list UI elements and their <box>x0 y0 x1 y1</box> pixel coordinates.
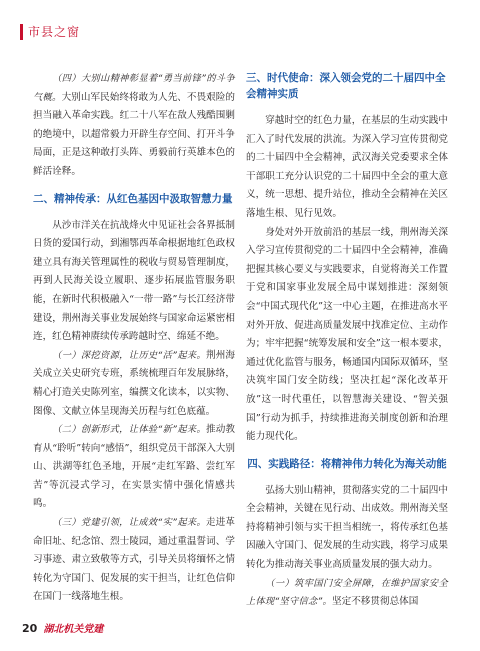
page-footer <box>22 620 103 635</box>
page-number: 20 <box>22 622 38 635</box>
paragraph-text: 穿越时空的红色力量，在基层的生动实践中汇入了时代发展的洪流。为深入学习宣传贯彻党的二十届四中全会精神，武汉海关党委要求全体干部职工充分认识党的二十届四中全会的重大意义，统一思想、提升站位，推动全会精神在关区落地生根、见行见效。 <box>246 115 448 219</box>
body-paragraph <box>33 217 235 347</box>
body-paragraph <box>246 575 448 612</box>
right-column <box>246 70 448 612</box>
section-heading: 四、实践路径：将精神伟力转化为海关动能 <box>247 457 447 470</box>
paragraph-text: 身处对外开放前沿的基层一线，荆州海关深入学习宣传贯彻党的二十届四中全会精神，准确把握其核心要义与实践要求，自觉将海关工作置于党和国家事业发展全局中谋划推进：深刻领会“中国式现代化”这一中心主题，在推进高水平对外开放、促进高质量发展中找准定位、主动作为；牢牢把握“统筹发展和安全”这一根本要求，通过优化监管与服务，畅通国内国际双循环，坚决筑牢国门安全防线；坚决扛起“深化改革开放”这一时代重任，以智慧海关建设、“智关强国”行动为抓手，持续推进海关制度创新和治理能力现代化。 <box>246 226 448 443</box>
body-paragraph <box>33 70 235 182</box>
paragraph-text: 走进革命旧址、纪念馆、烈士陵园，通过重温誓词、学习事迹、肃立致敬等方式，引导关员将缅怀之情转化为守国门、促发展的实干担当，让红色信仰在国门一线落地生根。 <box>33 517 235 603</box>
paragraph-text: 坚定不移贯彻总体国 <box>332 596 419 608</box>
paragraph-lead: （四）大别山精神彰显着“勇当前锋”的斗争气概。 <box>33 73 235 103</box>
left-column <box>33 70 235 607</box>
body-paragraph <box>246 112 448 224</box>
paragraph-text: 弘扬大别山精神，贯彻落实党的二十届四中全会精神，关键在见行动、出成效。荆州海关坚持将精神引领与实干担当相统一，将传承红色基因融入守国门、促发展的生动实践，将学习成果转化为推动海关事业高质量发展的强大动力。 <box>246 484 448 571</box>
section-marker <box>20 24 23 40</box>
section-title: 市县之窗 <box>28 25 81 39</box>
paragraph-lead: （一）深挖资源，让历史“活”起来。 <box>52 349 207 361</box>
body-paragraph <box>33 347 235 421</box>
publication-name: 湖北机关党建 <box>43 624 104 635</box>
paragraph-text: 大别山军民始终将敢为人先、不畏艰险的担当融入革命实践。红二十八军在敌人残酷围剿的绝境中，以超常毅力开辟生存空间、打开斗争局面，正是这种敢打头阵、勇毅前行英雄本色的鲜活诠释。 <box>33 91 235 177</box>
section-heading: 三、时代使命：深入领会党的二十届四中全会精神实质 <box>246 72 446 100</box>
paragraph-text: 从沙市洋关在抗战烽火中见证社会各界抵制日货的爱国行动，到湘鄂西革命根据地红色政权建立具有海关管理属性的税收与贸易管理制度，再到人民海关设立履职、逐步拓展监管服务职能，在新时代积极融入“一带一路”与长江经济带建设，荆州海关事业发展始终与国家命运紧密相连，红色精神赓续传承跨越时空、绵延不绝。 <box>33 219 235 343</box>
paragraph-text: 推动教育从“聆听”转向“感悟”，组织党员干部深入大别山、洪湖等红色圣地，开展“走红军路、尝红军苦”等沉浸式学习，在实景实情中强化情感共鸣。 <box>33 424 235 510</box>
paragraph-lead: （二）创新形式，让体验“新”起来。 <box>52 424 207 436</box>
body-paragraph <box>246 224 448 447</box>
paragraph-text: 荆州海关成立关史研究专班，系统梳理百年发展脉络，精心打造关史陈列室，编撰文化读本，以实物、图像、文献立体呈现海关历程与红色底蕴。 <box>33 349 235 417</box>
paragraph-lead: （一）筑牢国门安全屏障，在维护国家安全上体现“坚守信念”。 <box>246 577 448 608</box>
section-header <box>20 23 80 40</box>
section-heading: 二、精神传承：从红色基因中汲取智慧力量 <box>33 192 233 205</box>
paragraph-lead: （三）党建引领，让成效“实”起来。 <box>52 517 207 529</box>
body-paragraph <box>33 514 235 607</box>
body-paragraph <box>33 421 235 514</box>
body-paragraph <box>246 482 448 575</box>
